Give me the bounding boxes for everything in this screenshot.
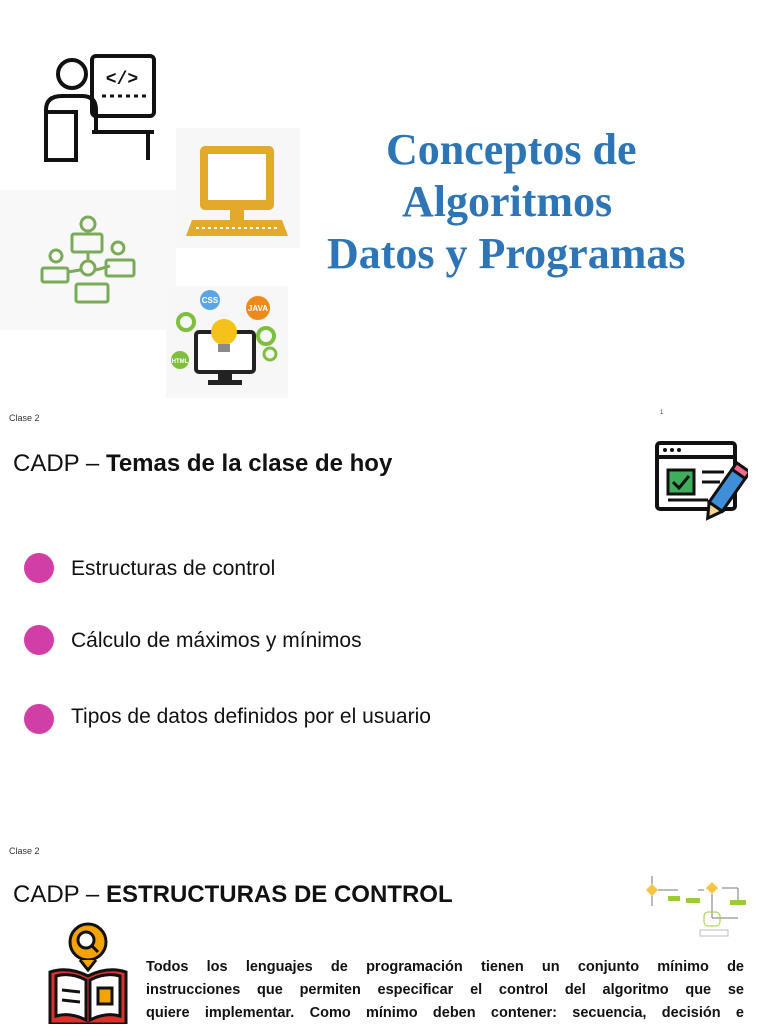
paragraph-line-1: Todos los lenguajes de programación tienen un conjunto mínimo de [146,959,744,975]
slide-label: Clase 2 [9,846,40,856]
topic-item-2: Cálculo de máximos y mínimos [71,629,362,652]
desktop-computer-icon [176,128,300,248]
title-line-1: Conceptos de [386,125,637,174]
page-mark: 1 [660,410,664,416]
slide-heading [13,450,392,478]
topic-item-1: Estructuras de control [71,557,276,580]
programmer-icon [42,52,158,164]
book-search-icon [46,920,130,1024]
heading-bold: Temas de la clase de hoy [105,450,393,477]
bullet-dot [24,553,54,583]
coding-ideas-icon [166,286,288,398]
slide-label: Clase 2 [9,413,40,423]
heading-prefix: CADP – [13,450,106,477]
code-tag-text: </> [105,70,139,90]
topic-item-3: Tipos de datos definidos por el usuario [71,705,431,728]
slide-heading [13,881,453,909]
paragraph-line-2: instrucciones que permiten especificar el control del algoritmo que se [146,982,744,998]
html-badge: HTML [171,359,189,365]
heading-prefix: CADP – [13,881,106,908]
checklist-pencil-icon [654,440,748,528]
java-badge: JAVA [247,304,269,313]
title-line-3: Datos y Programas [327,229,686,278]
team-network-icon [0,190,176,330]
css-badge: CSS [201,296,219,305]
title-line-2: Algoritmos [402,177,613,226]
bullet-dot [24,625,54,655]
paragraph-line-3: quiere implementar. Como mínimo deben contener: secuencia, decisión e [146,1005,744,1021]
heading-bold: ESTRUCTURAS DE CONTROL [105,881,453,908]
flowchart-icon [642,872,750,940]
bullet-dot [24,704,54,734]
